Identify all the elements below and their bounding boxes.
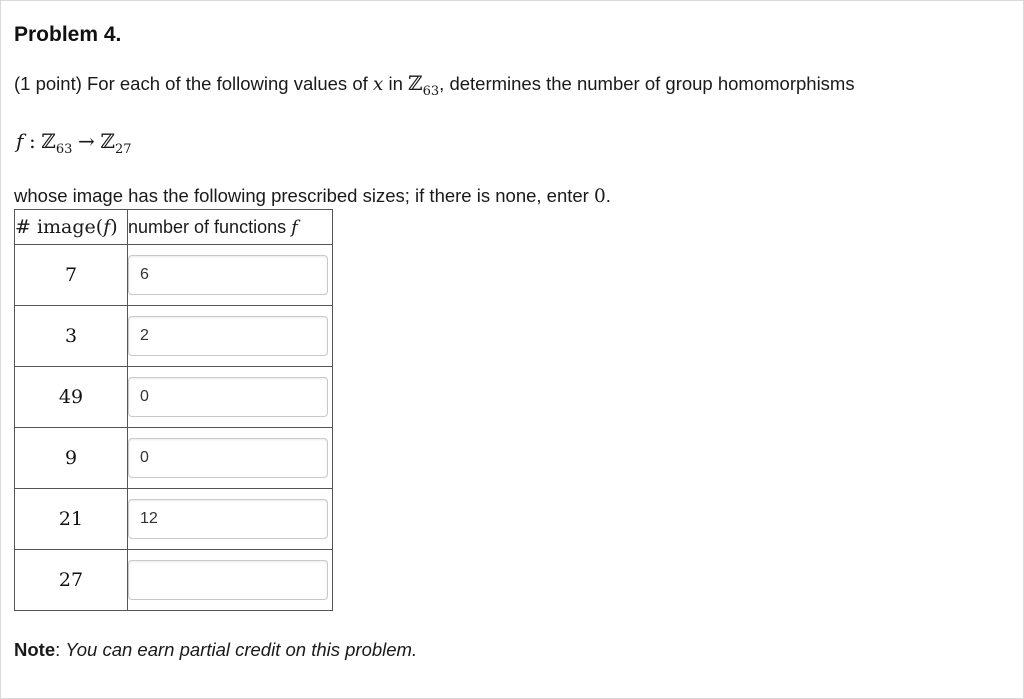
instruction-sentence xyxy=(14,185,611,207)
answer-input[interactable]: 6 xyxy=(128,255,328,295)
image-size-cell: 9 xyxy=(15,428,128,489)
answer-input[interactable]: 12 xyxy=(128,499,328,539)
prompt-text-start: (1 point) For each of the following values of xyxy=(14,73,368,94)
note-text: You can earn partial credit on this problem. xyxy=(65,639,418,660)
table-row xyxy=(15,306,333,367)
note-colon: : xyxy=(55,639,61,660)
instruction-zero: 0 xyxy=(593,186,606,207)
image-size-cell: 21 xyxy=(15,489,128,550)
image-size-cell: 49 xyxy=(15,367,128,428)
table-row xyxy=(15,428,333,489)
table-header-row xyxy=(15,210,333,245)
formula-f: f xyxy=(16,129,24,153)
group-order: 63 xyxy=(422,84,440,99)
header-number-text: number of functions xyxy=(128,216,287,237)
header-image-f: f xyxy=(103,216,111,238)
header-image-paren: ) xyxy=(110,216,118,238)
header-number-f: f xyxy=(291,216,298,238)
answer-cell xyxy=(128,550,333,611)
answer-cell xyxy=(128,245,333,306)
header-image-text: # image( xyxy=(15,216,104,238)
problem-title: Problem 4. xyxy=(14,23,122,46)
formula-arrow: → xyxy=(78,129,95,153)
image-size-cell: 7 xyxy=(15,245,128,306)
answer-input[interactable]: 0 xyxy=(128,438,328,478)
prompt-in: in xyxy=(388,73,403,94)
answer-input[interactable]: 0 xyxy=(128,377,328,417)
instruction-text: whose image has the following prescribed sizes; if there is none, enter xyxy=(14,185,589,206)
formula-domain-symbol: ℤ xyxy=(41,129,56,153)
image-size-cell: 3 xyxy=(15,306,128,367)
group-symbol: ℤ xyxy=(408,71,423,95)
partial-credit-note xyxy=(14,639,417,661)
header-image-size xyxy=(15,210,128,245)
formula-codomain-order: 27 xyxy=(114,142,132,157)
table-row xyxy=(15,245,333,306)
answer-cell xyxy=(128,367,333,428)
formula-codomain-symbol: ℤ xyxy=(100,129,115,153)
image-size-cell: 27 xyxy=(15,550,128,611)
answer-cell xyxy=(128,306,333,367)
homomorphism-formula xyxy=(16,129,132,157)
formula-colon: : xyxy=(28,129,36,153)
variable-x: x xyxy=(372,74,384,95)
answer-cell xyxy=(128,489,333,550)
table-row xyxy=(15,367,333,428)
table-row xyxy=(15,489,333,550)
table-row xyxy=(15,550,333,611)
instruction-period: . xyxy=(605,185,611,206)
answer-input[interactable] xyxy=(128,560,328,600)
problem-prompt xyxy=(14,71,855,99)
note-label: Note xyxy=(14,639,56,660)
answer-table xyxy=(14,209,333,611)
answer-cell xyxy=(128,428,333,489)
formula-domain-order: 63 xyxy=(55,142,73,157)
answer-input[interactable]: 2 xyxy=(128,316,328,356)
prompt-text-end: , determines the number of group homomorphisms xyxy=(439,73,855,94)
header-number-of-functions xyxy=(128,210,333,245)
